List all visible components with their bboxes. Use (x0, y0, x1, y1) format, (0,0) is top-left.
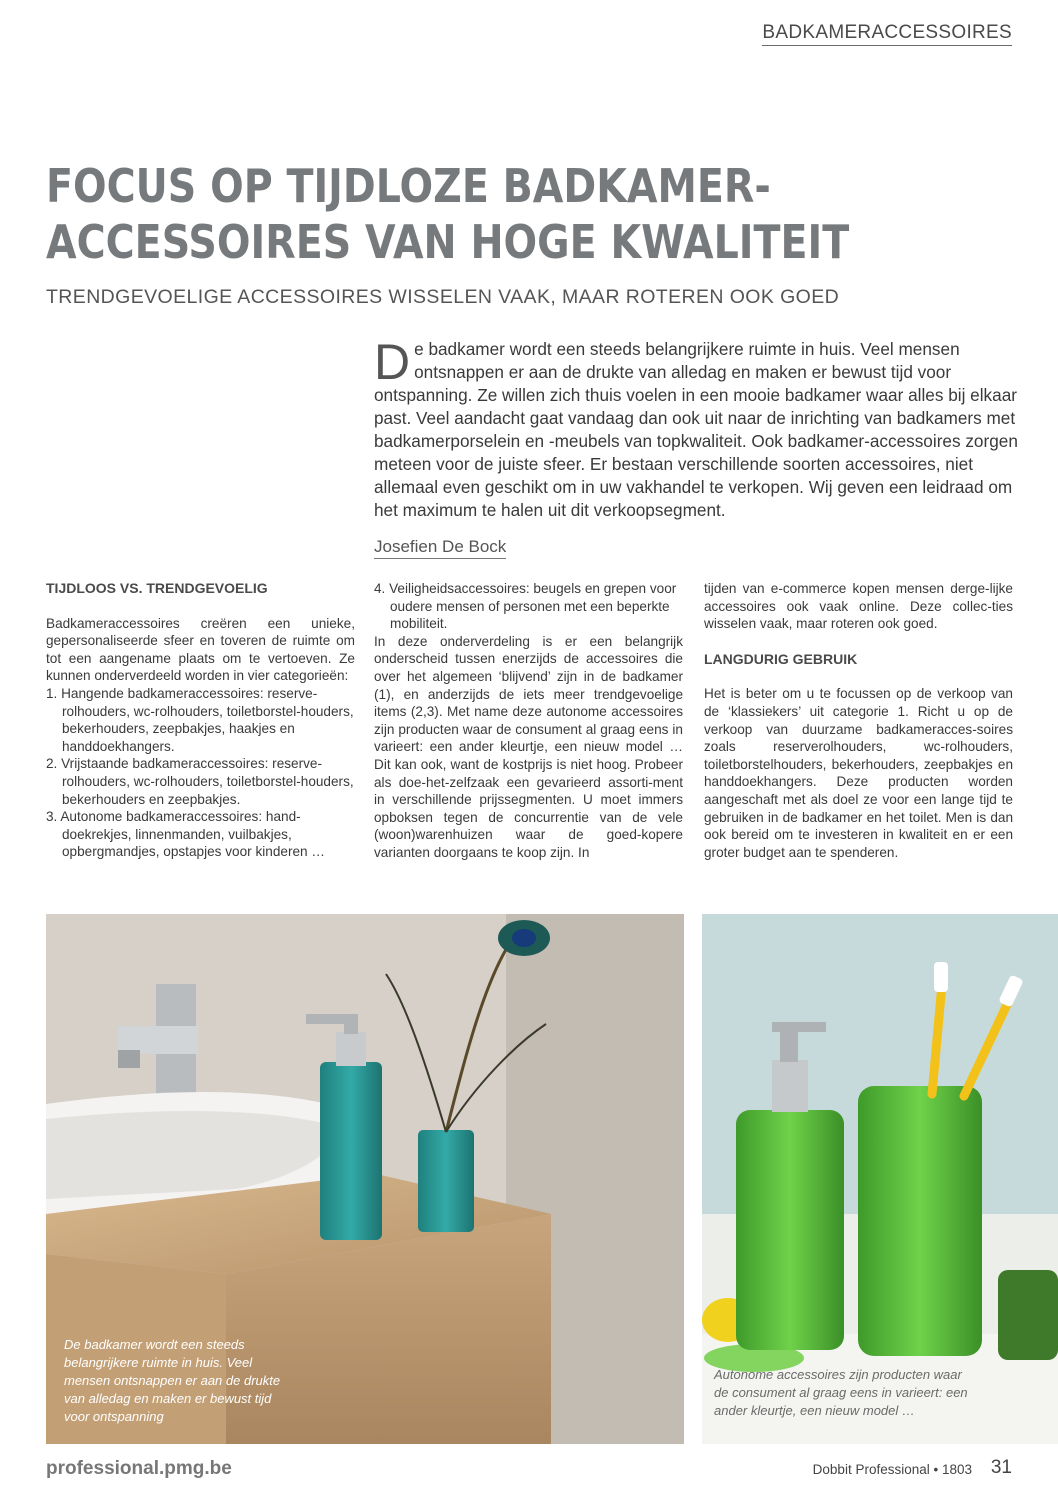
list-item: 1. Hangende badkameraccessoires: reserve-rolhouders, wc-rolhouders, toiletborstel-houders, bekerhouders, zeepbakjes, haakjes en handdoekhangers. (46, 685, 354, 754)
list-item: 2. Vrijstaande badkameraccessoires: reserve-rolhouders, wc-rolhouders, toiletborstel-houders, bekerhouders en zeepbakjes. (46, 756, 354, 807)
accessories-photo (702, 914, 1058, 1444)
page-number: 31 (990, 1457, 1012, 1478)
section2-paragraph: Het is beter om u te focussen op de verkoop van de ‘klassiekers’ uit categorie 1. Richt u op de verkoop van duurzame badkameracces-soires zoals reserverolhouders, wc-rolhouders, toiletborstelhouders, bekerhouders, zeepbakjes en handdoekhangers. Deze producten worden aangeschaft met als doel ze voor een lange tijd te gebruiken in de badkamer en het toilet. Men is dan ook bereid om te investeren in kwaliteit en er een groter budget aan te spenderen. (704, 686, 1013, 860)
left-photo-caption: De badkamer wordt een steeds belangrijkere ruimte in huis. Veel mensen ontsnappen er aan de drukte van alledag en maken er bewust tijd voor ontspanning (64, 1337, 281, 1424)
section-heading-tijdloos: TIJDLOOS VS. TRENDGEVOELIG (46, 580, 268, 596)
section-heading-langdurig: LANGDURIG GEBRUIK (704, 650, 858, 667)
author-byline: Josefien De Bock (374, 537, 506, 559)
article-title (46, 158, 889, 270)
right-photo-caption: Autonome accessoires zijn producten waar de consument al graag eens in varieert: een ander kleurtje, een nieuw model … (714, 1367, 968, 1418)
drop-cap: D (374, 334, 411, 390)
column-2 (374, 580, 683, 862)
footer-website-link[interactable]: professional.pmg.be (46, 1458, 232, 1479)
list-item: 4. Veiligheidsaccessoires: beugels en grepen voor oudere mensen of personen met een beperkte mobiliteit. (374, 581, 677, 632)
col3-paragraph: tijden van e-commerce kopen mensen derge-lijke accessoires ook vaak online. Deze collec-ties wisselen vaak, maar roteren ook goed. (704, 581, 1013, 632)
col2-paragraph: In deze onderverdeling is er een belangrijk onderscheid tussen enerzijds de accessoires die over het algemeen ‘blijvend’ zijn in de badkamer (1), en anderzijds de iets meer trendgevoelige items (2,3). Met name deze autonome accessoires zijn producten waar de consument al graag eens in varieert: een ander kleurtje, een nieuw model … Dit kan ook, want de kostprijs is niet hoog. Probeer als doe-het-zelfzaak een gevarieerd assorti-ment in verschillende prijssegmenten. U moet immers opboksen tegen de concurrentie van de vele (woon)warenhuizen waar de goed-kopere varianten doorgaans te koop zijn. In (374, 633, 683, 860)
intro-paragraph (374, 334, 1026, 522)
category-list (46, 685, 355, 861)
column-1 (46, 580, 355, 861)
article-subtitle: TRENDGEVOELIGE ACCESSOIRES WISSELEN VAAK, MAAR ROTEREN OOK GOED (46, 286, 840, 308)
intro-text: e badkamer wordt een steeds belangrijkere ruimte in huis. Veel mensen ontsnappen er aan de drukte van alledag en maken er bewust tijd voor ontspanning. Ze willen zich thuis voelen in een mooie badkamer waar alles bij elkaar past. Veel aandacht gaat vandaag dan ook uit naar de inrichting van badkamers met badkamerporselein en -meubels van topkwaliteit. Ook badkamer-accessoires zorgen meteen voor de juiste sfeer. Er bestaan verschillende soorten accessoires, niet allemaal even geschikt om in uw vakhandel te verkopen. Wij geven een leidraad om het maximum te halen uit dit verkoopsegment. (374, 339, 1018, 520)
bathroom-photo (46, 914, 684, 1444)
footer-publication: Dobbit Professional • 1803 (812, 1462, 972, 1477)
list-item: 3. Autonome badkameraccessoires: hand-doekrekjes, linnenmanden, vuilbakjes, opbergmandjes, opstapjes voor kinderen … (46, 809, 325, 860)
title-line-1: FOCUS OP TIJDLOZE BADKAMER- (46, 159, 771, 213)
accessories-illustration (702, 914, 1058, 1444)
column-3 (704, 580, 1013, 861)
section1-paragraph: Badkameraccessoires creëren een unieke, gepersonaliseerde sfeer en toveren de ruimte om tot een aangename plaats om te vertoeven. Ze kunnen onderverdeeld worden in vier categorieën: (46, 615, 355, 684)
category-list-continued (374, 580, 683, 633)
title-line-2: ACCESSOIRES VAN HOGE KWALITEIT (46, 215, 850, 269)
section-label: BADKAMERACCESSOIRES (762, 22, 1012, 46)
